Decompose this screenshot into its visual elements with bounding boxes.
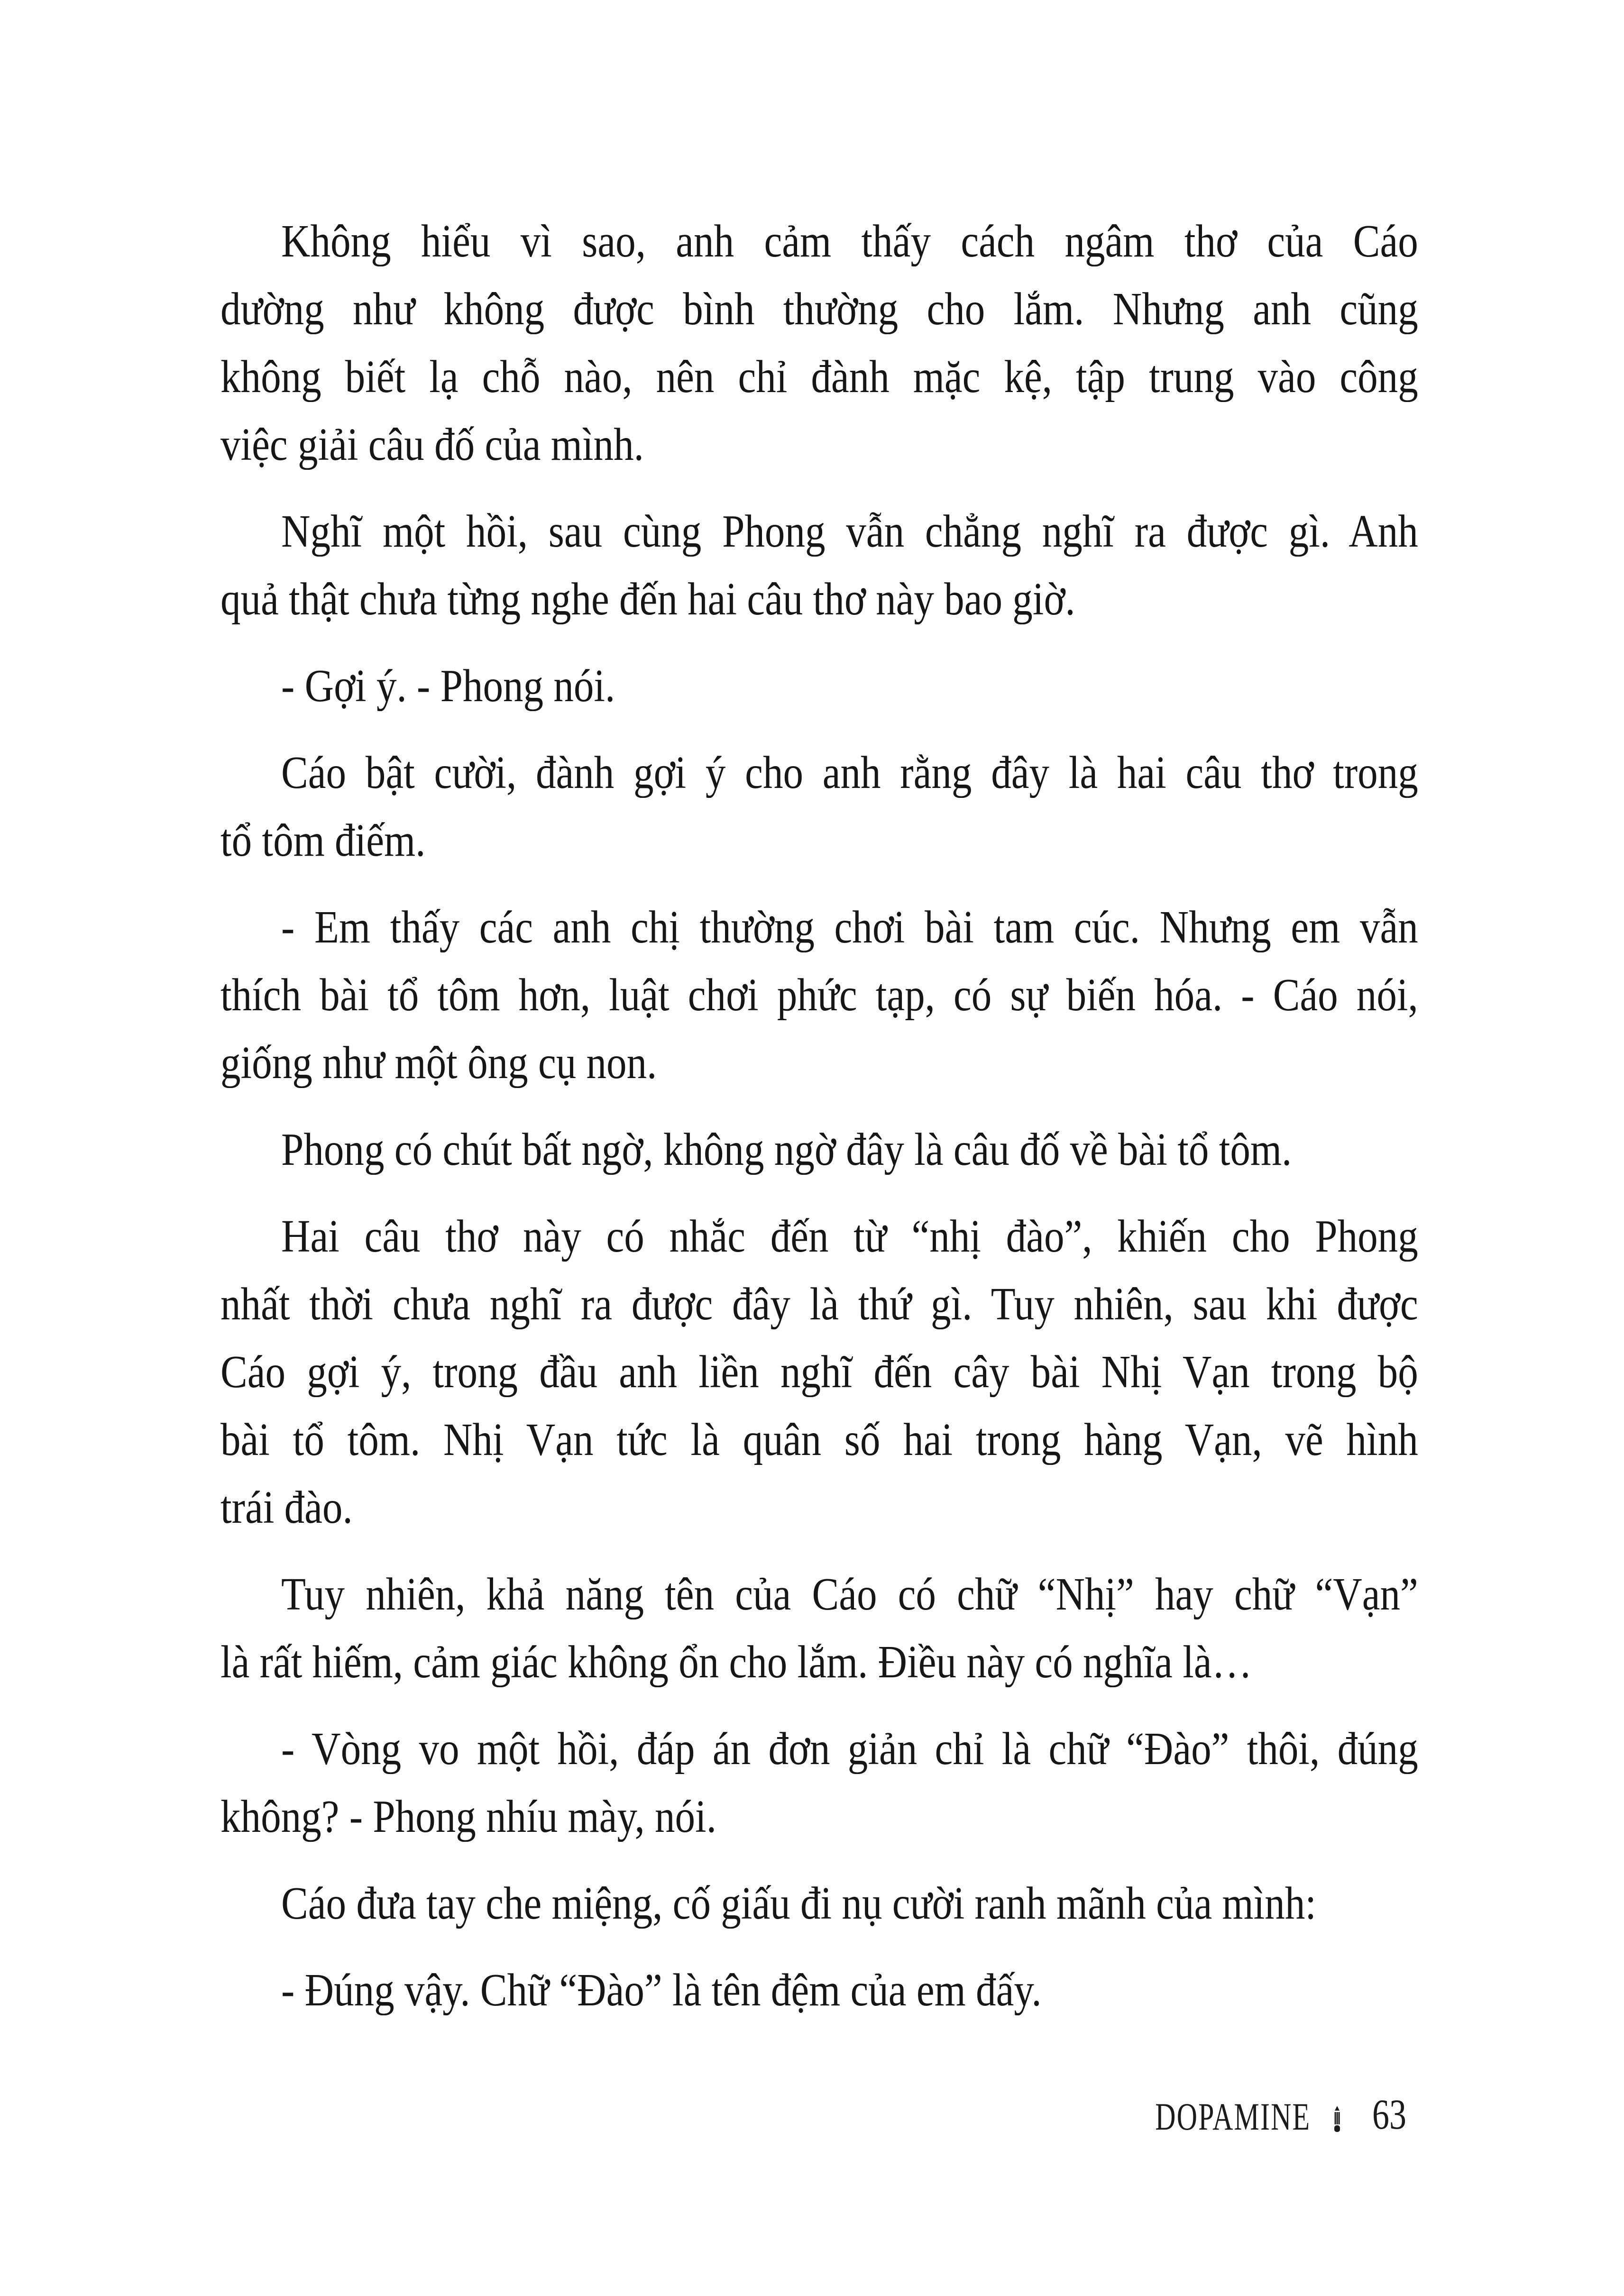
text-line: Tuy nhiên, khả năng tên của Cáo có chữ “Nhị” hay chữ “Vạn” [281, 1569, 1418, 1619]
pencil-icon [1332, 2106, 1342, 2135]
book-title: DOPAMINE [1155, 2095, 1311, 2138]
text-line: dường như không được bình thường cho lắm. Nhưng anh cũng [220, 284, 1418, 334]
paragraph-6 [220, 1116, 1418, 1183]
paragraph-2 [220, 497, 1418, 633]
text-line: - Em thấy các anh chị thường chơi bài tam cúc. Nhưng em vẫn [281, 902, 1418, 952]
text-line: Cáo bật cười, đành gợi ý cho anh rằng đây là hai câu thơ trong [281, 747, 1418, 798]
text-line: không? - Phong nhíu mày, nói. [220, 1791, 716, 1842]
text-line: - Gợi ý. - Phong nói. [281, 660, 615, 711]
text-line: Nghĩ một hồi, sau cùng Phong vẫn chẳng nghĩ ra được gì. Anh [281, 506, 1418, 557]
paragraph-1 [220, 207, 1418, 478]
text-line: nhất thời chưa nghĩ ra được đây là thứ gì. Tuy nhiên, sau khi được [220, 1279, 1418, 1329]
text-line: việc giải câu đố của mình. [220, 419, 644, 470]
paragraph-9 [220, 1715, 1418, 1850]
paragraph-4 [220, 739, 1418, 874]
text-line: trái đào. [220, 1482, 353, 1533]
text-line: quả thật chưa từng nghe đến hai câu thơ này bao giờ. [220, 574, 1075, 624]
text-line: - Đúng vậy. Chữ “Đào” là tên đệm của em đấy. [281, 1965, 1042, 2015]
text-line: thích bài tổ tôm hơn, luật chơi phức tạp, có sự biến hóa. - Cáo nói, [220, 970, 1418, 1020]
paragraph-5 [220, 893, 1418, 1097]
paragraph-7 [220, 1202, 1418, 1541]
text-line: bài tổ tôm. Nhị Vạn tức là quân số hai trong hàng Vạn, vẽ hình [220, 1414, 1418, 1465]
page-number: 63 [1372, 2091, 1406, 2138]
text-line: Không hiểu vì sao, anh cảm thấy cách ngâm thơ của Cáo [281, 216, 1418, 266]
text-line: - Vòng vo một hồi, đáp án đơn giản chỉ là chữ “Đào” thôi, đúng [281, 1723, 1418, 1774]
paragraph-10 [220, 1869, 1418, 1937]
text-line: giống như một ông cụ non. [220, 1037, 657, 1088]
page-text [220, 207, 1418, 2043]
paragraph-8 [220, 1560, 1418, 1696]
text-line: Hai câu thơ này có nhắc đến từ “nhị đào”, khiến cho Phong [281, 1211, 1418, 1262]
page-footer [1098, 2091, 1406, 2138]
text-line: không biết lạ chỗ nào, nên chỉ đành mặc kệ, tập trung vào công [220, 351, 1418, 402]
text-line: Cáo gợi ý, trong đầu anh liền nghĩ đến cây bài Nhị Vạn trong bộ [220, 1346, 1418, 1397]
text-line: Phong có chút bất ngờ, không ngờ đây là câu đố về bài tổ tôm. [281, 1124, 1292, 1175]
text-line: là rất hiếm, cảm giác không ổn cho lắm. Điều này có nghĩa là… [220, 1637, 1252, 1687]
text-line: Cáo đưa tay che miệng, cố giấu đi nụ cười ranh mãnh của mình: [281, 1878, 1317, 1929]
text-line: tổ tôm điếm. [220, 815, 426, 866]
paragraph-11 [220, 1956, 1418, 2024]
paragraph-3 [220, 652, 1418, 720]
